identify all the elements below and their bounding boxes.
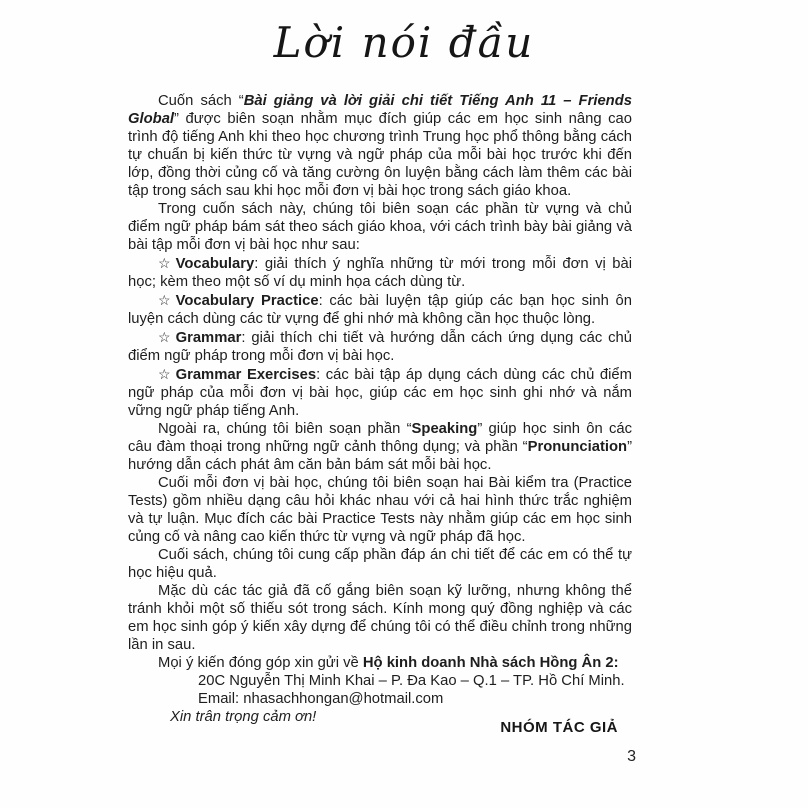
bullet-grammar [128,328,632,365]
pronunciation-label: Pronunciation [527,439,628,455]
star-icon: ☆ [158,255,171,271]
bullet-vocabulary [128,254,632,291]
section-label-grammar: Grammar [175,330,242,346]
speaking-label: Speaking [411,421,478,437]
book-title: Bài giảng và lời giải chi tiết Tiếng Anh 11 – Friends Global [128,93,632,127]
section-text-grammar: : giải thích chi tiết và hướng dẫn cách ứng dụng các chủ điểm ngữ pháp trong mỗi đơn vị bài học. [128,330,632,364]
contact-text-pre: Mọi ý kiến đóng góp xin gửi về [158,655,363,671]
address-line: 20C Nguyễn Thị Minh Khai – P. Đa Kao – Q.1 – TP. Hồ Chí Minh. [198,673,625,689]
star-icon: ☆ [158,366,171,382]
email-address: nhasachhongan@hotmail.com [243,691,444,707]
paragraph-answers: Cuối sách, chúng tôi cung cấp phần đáp án chi tiết để các em có thể tự học hiệu quả. [128,547,632,581]
section-label-grammar-exercises: Grammar Exercises [175,367,317,383]
extras-text-post: ” hướng dẫn cách phát âm căn bản bám sát mỗi bài học. [128,439,632,473]
author-signature: NHÓM TÁC GIẢ [500,719,618,736]
bullet-grammar-exercises [128,365,632,420]
star-icon: ☆ [158,292,171,308]
email-line [128,690,632,708]
email-label: Email: [198,691,244,707]
preface-body [128,92,632,726]
page-number: 3 [627,748,636,765]
extras-text-mid: ” giúp học sinh ôn các câu đàm thoại trong những ngữ cảnh thông dụng; và phần “ [128,421,632,455]
section-label-vocabulary: Vocabulary [175,256,255,272]
section-text-vocabulary-practice: : các bài luyện tập giúp các bạn học sinh ôn luyện cách dùng các từ vựng để ghi nhớ mà không cần học thuộc lòng. [128,293,633,327]
page-title: Lời nói đầu [273,18,535,67]
paragraph-extras [128,420,632,474]
star-icon: ☆ [158,329,171,345]
intro-text-pre: Cuốn sách “ [158,93,244,109]
paragraph-intro [128,92,632,200]
section-label-vocabulary-practice: Vocabulary Practice [175,293,319,309]
thanks-line: Xin trân trọng cảm ơn! [170,709,317,725]
paragraph-tests: Cuối mỗi đơn vị bài học, chúng tôi biên soạn hai Bài kiểm tra (Practice Tests) gồm nhiều dạng câu hỏi khác nhau với cả hai hình thức trắc nghiệm và tự luận. Mục đích các bài Practice Tests này nhằm giúp các em học sinh củng cố và nâng cao kiến thức từ vựng và ngữ pháp đã học. [128,475,632,545]
section-text-vocabulary: : giải thích ý nghĩa những từ mới trong mỗi đơn vị bài học; kèm theo một số ví dụ minh họa cách dùng từ. [128,256,632,290]
paragraph-contact [128,654,632,672]
section-text-grammar-exercises: : các bài tập áp dụng cách dùng các chủ điểm ngữ pháp của mỗi đơn vị bài học, giúp các em học sinh ghi nhớ và nắm vững ngữ pháp tiếng Anh. [128,367,632,419]
publisher-name: Hộ kinh doanh Nhà sách Hồng Ân 2: [362,655,619,671]
intro-text-post: ” được biên soạn nhằm mục đích giúp các em học sinh nâng cao trình độ tiếng Anh khi theo học chương trình Trung học phổ thông bằng cách tự chuẩn bị kiến thức từ vựng và ngữ pháp của mỗi bài học trước khi đến lớp, đồng thời củng cố và tăng cường ôn luyện bằng cách làm thêm các bài tập trong sách sau khi học mỗi đơn vị bài học trong sách giáo khoa. [128,111,632,199]
paragraph-overview: Trong cuốn sách này, chúng tôi biên soạn các phần từ vựng và chủ điểm ngữ pháp bám sát theo sách giáo khoa, với cách trình bày bài giảng và bài tập mỗi đơn vị bài học như sau: [128,201,632,253]
paragraph-apology: Mặc dù các tác giả đã cố gắng biên soạn kỹ lưỡng, nhưng không thể tránh khỏi một số thiếu sót trong sách. Kính mong quý đồng nghiệp và các em học sinh góp ý kiến xây dựng để chúng tôi có thể điều chỉnh trong những lần in sau. [128,583,632,653]
extras-text-pre: Ngoài ra, chúng tôi biên soạn phần “ [158,421,412,437]
bullet-vocabulary-practice [128,291,632,328]
